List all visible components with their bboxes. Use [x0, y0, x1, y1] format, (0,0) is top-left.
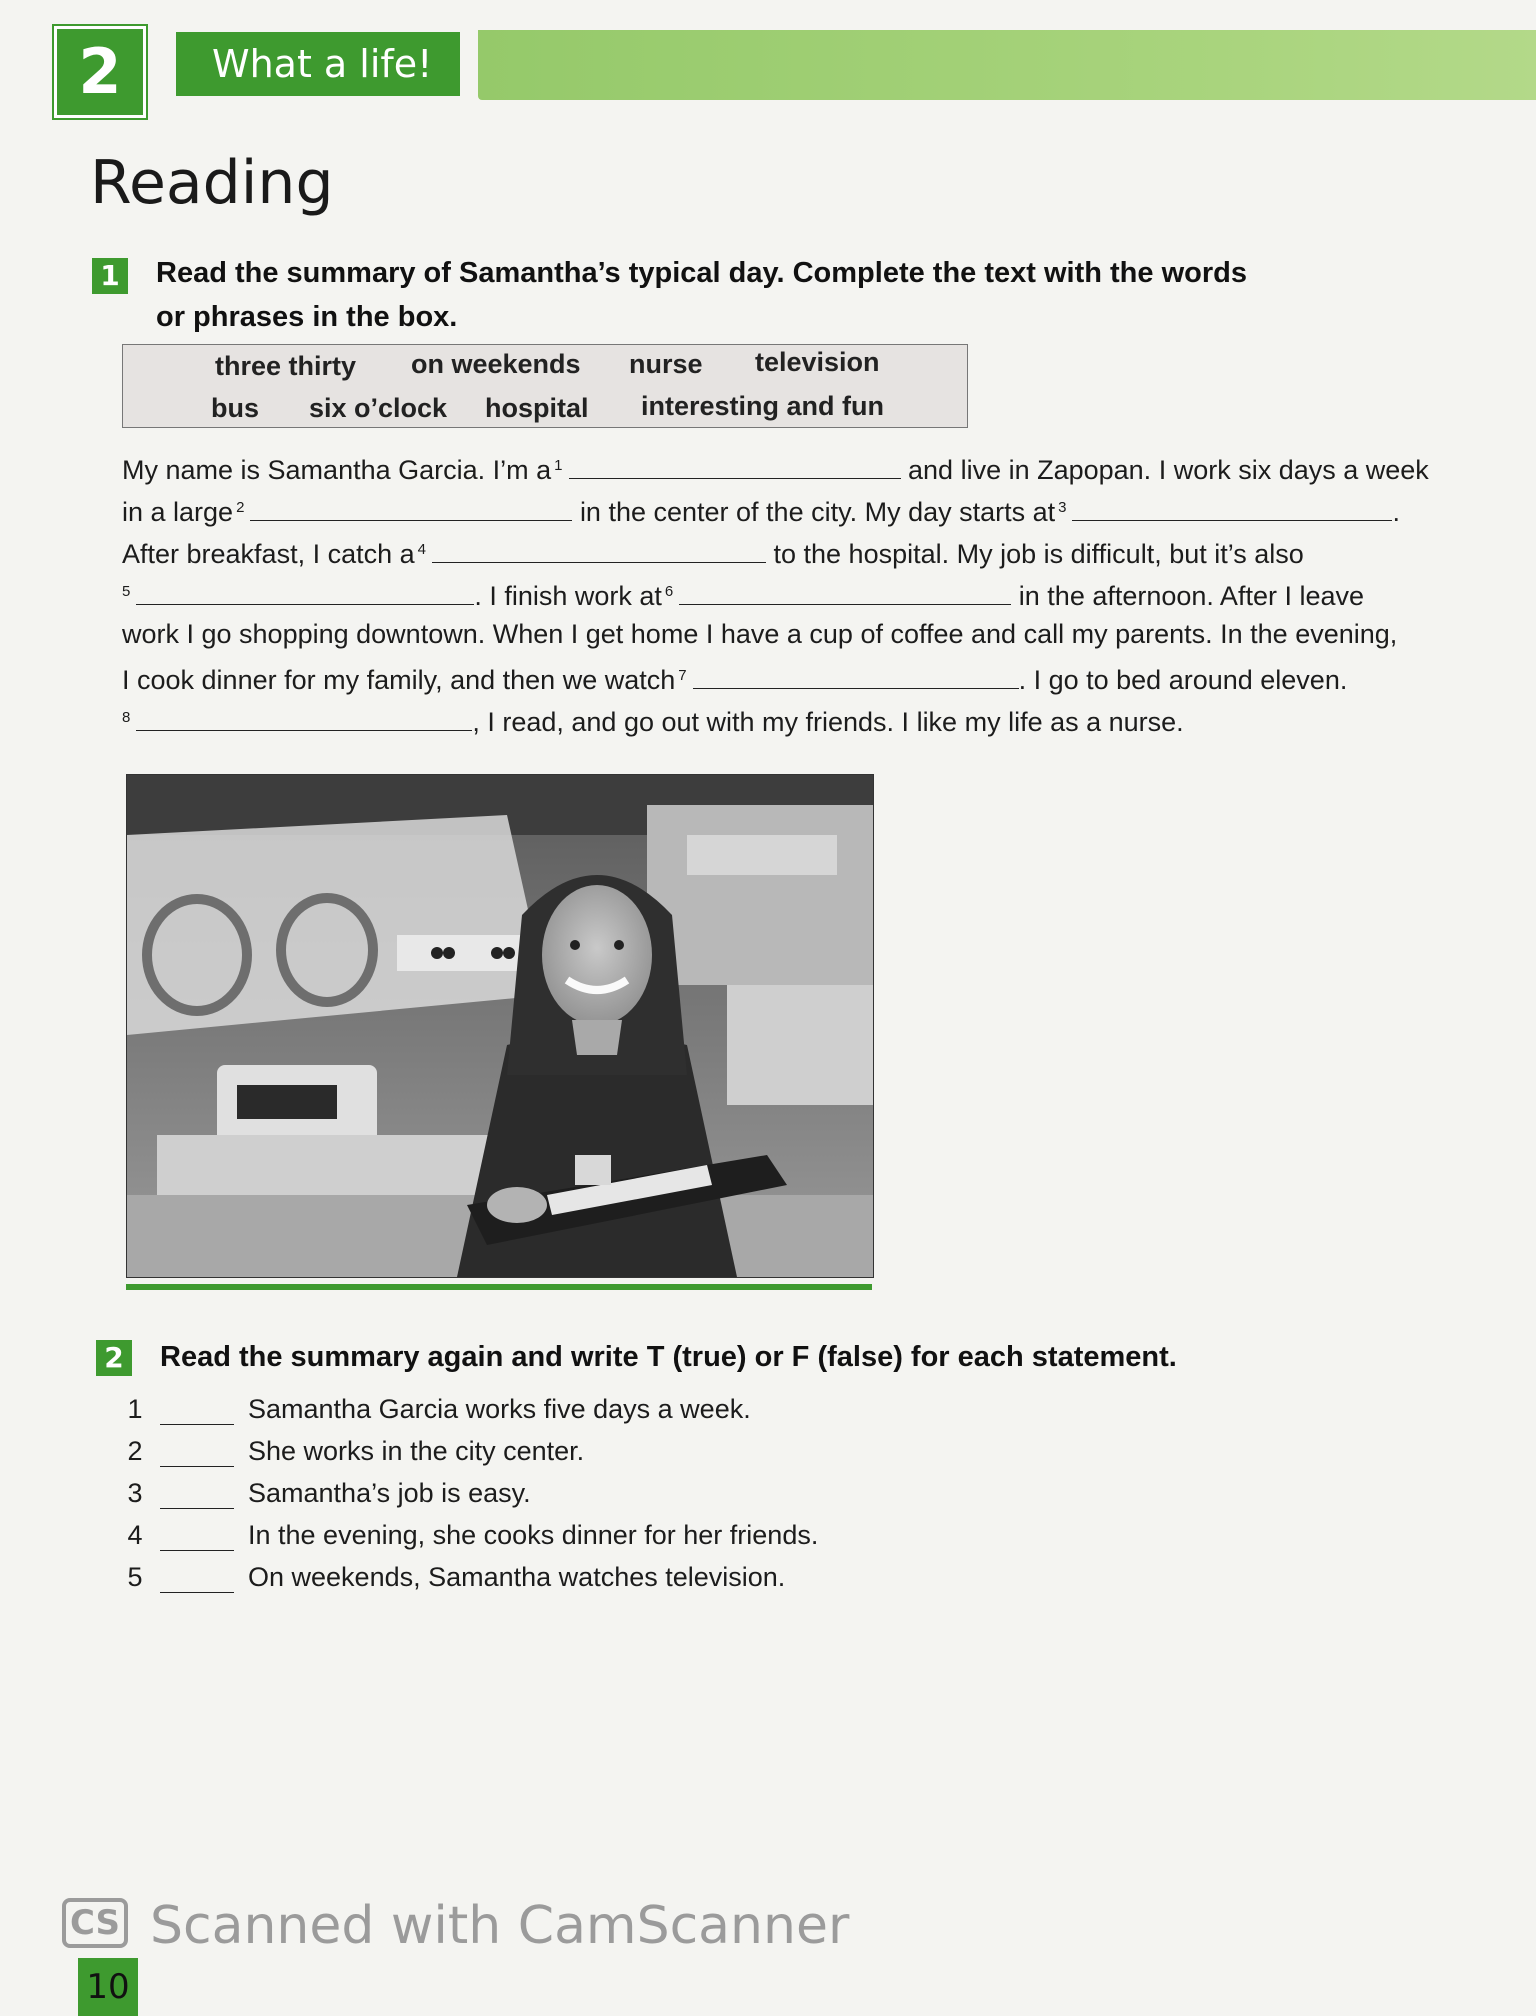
exercise-1-number: 1	[92, 258, 128, 294]
true-false-blank[interactable]	[160, 1440, 234, 1467]
blank-number: 4	[417, 541, 426, 558]
passage-text: in the center of the city. My day starts at	[579, 497, 1056, 527]
blank-number: 7	[678, 667, 687, 684]
blank-number: 8	[122, 709, 131, 726]
word-box	[122, 344, 968, 428]
statement-text: She works in the city center.	[248, 1436, 585, 1466]
true-false-blank[interactable]	[160, 1524, 234, 1551]
exercise-2-number: 2	[96, 1340, 132, 1376]
nurse-photo-illustration	[127, 775, 873, 1277]
exercise-2-instruction: Read the summary again and write T (true) or F (false) for each statement.	[160, 1341, 1177, 1373]
blank-number: 6	[664, 583, 674, 600]
statement-number: 2	[127, 1436, 143, 1466]
answer-blank-4[interactable]	[432, 538, 766, 563]
blank-number: 1	[554, 457, 563, 474]
unit-title: What a life!	[176, 32, 460, 96]
blank-number: 3	[1058, 499, 1067, 516]
word-box-item: on weekends	[411, 349, 581, 379]
blank-number: 2	[236, 499, 245, 516]
unit-number-badge: 2	[54, 26, 146, 118]
statement-text: Samantha Garcia works five days a week.	[248, 1394, 751, 1424]
word-box-item: television	[755, 347, 880, 377]
passage-text: in a large	[122, 497, 234, 527]
true-false-blank[interactable]	[160, 1566, 234, 1593]
passage-text: After breakfast, I catch a	[122, 539, 415, 569]
passage-text: and live in Zapopan. I work six days a week	[908, 455, 1429, 485]
word-box-item: six o’clock	[309, 393, 448, 423]
exercise-1-instruction-line2: or phrases in the box.	[156, 301, 458, 333]
true-false-blank[interactable]	[160, 1482, 234, 1509]
word-box-item: interesting and fun	[641, 391, 884, 421]
answer-blank-3[interactable]	[1072, 496, 1392, 521]
word-box-item: hospital	[485, 393, 589, 423]
passage-text: I cook dinner for my family, and then we watch	[122, 665, 676, 695]
word-box-item: bus	[211, 393, 260, 423]
answer-blank-5[interactable]	[136, 580, 474, 605]
passage-line	[122, 572, 1364, 616]
passage-text: My name is Samantha Garcia. I’m a	[122, 455, 552, 485]
passage-line	[122, 656, 1347, 700]
passage-text: . I go to bed around eleven.	[1018, 665, 1348, 695]
passage-line	[122, 530, 1304, 574]
section-title: Reading	[90, 148, 334, 218]
passage-text: in the afternoon. After I leave	[1018, 581, 1365, 611]
statement-text: In the evening, she cooks dinner for her friends.	[248, 1520, 819, 1550]
camscanner-logo: CS	[62, 1898, 128, 1948]
answer-blank-8[interactable]	[136, 706, 472, 731]
answer-blank-1[interactable]	[569, 454, 901, 479]
passage-text: to the hospital. My job is difficult, but it’s also	[773, 539, 1304, 569]
true-false-blank[interactable]	[160, 1398, 234, 1425]
answer-blank-6[interactable]	[679, 580, 1011, 605]
statement-number: 4	[127, 1520, 143, 1550]
statement-number: 1	[127, 1394, 143, 1424]
passage-text: . I finish work at	[474, 581, 662, 611]
page-number: 10	[78, 1958, 138, 2016]
header-band	[478, 30, 1536, 100]
blank-number: 5	[122, 583, 131, 600]
word-box-item: three thirty	[215, 351, 357, 381]
passage-line	[122, 488, 1400, 532]
statement-number: 3	[127, 1478, 143, 1508]
passage-line	[122, 446, 1429, 490]
statement-text: On weekends, Samantha watches television.	[248, 1562, 786, 1592]
passage-text: .	[1392, 497, 1400, 527]
passage-line: work I go shopping downtown. When I get home I have a cup of coffee and call my parents. In the evening,	[122, 619, 1398, 649]
camscanner-watermark: Scanned with CamScanner	[150, 1896, 850, 1956]
exercise-1-instruction-line1: Read the summary of Samantha’s typical day. Complete the text with the words	[156, 257, 1247, 289]
photo-underline	[126, 1284, 872, 1290]
answer-blank-2[interactable]	[250, 496, 572, 521]
statement-text: Samantha’s job is easy.	[248, 1478, 531, 1508]
passage-line	[122, 698, 1184, 742]
answer-blank-7[interactable]	[693, 664, 1019, 689]
statement-number: 5	[127, 1562, 143, 1592]
passage-text: , I read, and go out with my friends. I like my life as a nurse.	[472, 707, 1184, 737]
word-box-item: nurse	[629, 349, 703, 379]
nurse-photo	[126, 774, 874, 1278]
